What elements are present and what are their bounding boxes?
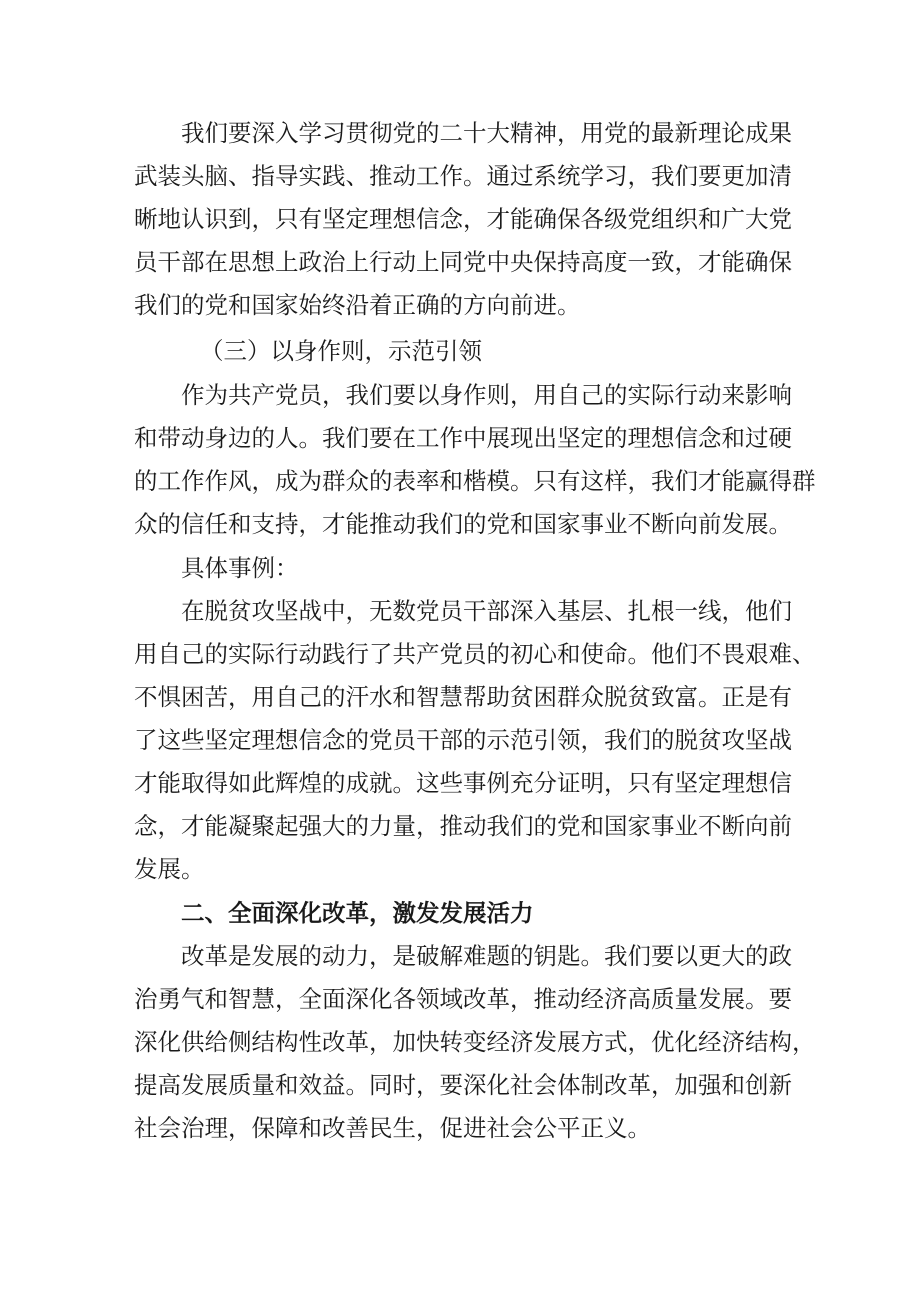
- paragraph-line: 众的信任和支持，才能推动我们的党和国家事业不断向前发展。: [134, 510, 792, 538]
- paragraph-line: 员干部在思想上政治上行动上同党中央保持高度一致，才能确保: [134, 248, 792, 276]
- paragraph-line: 提高发展质量和效益。同时，要深化社会体制改革，加强和创新: [134, 1071, 792, 1099]
- paragraph-line: 作为共产党员，我们要以身作则，用自己的实际行动来影响: [181, 381, 792, 409]
- section-heading: 二、全面深化改革，激发发展活力: [181, 899, 534, 927]
- paragraph-line: 和带动身边的人。我们要在工作中展现出坚定的理想信念和过硬: [134, 424, 792, 452]
- paragraph-line: 我们的党和国家始终沿着正确的方向前进。: [134, 291, 581, 319]
- paragraph-line: 了这些坚定理想信念的党员干部的示范引领，我们的脱贫攻坚战: [134, 726, 792, 754]
- paragraph-line: 念，才能凝聚起强大的力量，推动我们的党和国家事业不断向前: [134, 812, 792, 840]
- example-label: 具体事例：: [181, 554, 299, 582]
- paragraph-line: 不惧困苦，用自己的汗水和智慧帮助贫困群众脱贫致富。正是有: [134, 683, 792, 711]
- paragraph-line: 武装头脑、指导实践、推动工作。通过系统学习，我们要更加清: [134, 162, 792, 190]
- paragraph-line: 改革是发展的动力，是破解难题的钥匙。我们要以更大的政: [181, 942, 792, 970]
- paragraph-line: 我们要深入学习贯彻党的二十大精神，用党的最新理论成果: [181, 119, 792, 147]
- paragraph-line: 深化供给侧结构性改革，加快转变经济发展方式，优化经济结构，: [134, 1028, 816, 1056]
- paragraph-line: 用自己的实际行动践行了共产党员的初心和使命。他们不畏艰难、: [134, 640, 816, 668]
- paragraph-line: 才能取得如此辉煌的成就。这些事例充分证明，只有坚定理想信: [134, 769, 792, 797]
- paragraph-line: 在脱贫攻坚战中，无数党员干部深入基层、扎根一线，他们: [181, 597, 792, 625]
- paragraph-line: 治勇气和智慧，全面深化各领域改革，推动经济高质量发展。要: [134, 985, 792, 1013]
- paragraph-line: 发展。: [134, 855, 205, 883]
- section-subheading: （三）以身作则，示范引领: [200, 337, 482, 365]
- paragraph-line: 晰地认识到，只有坚定理想信念，才能确保各级党组织和广大党: [134, 205, 792, 233]
- paragraph-line: 社会治理，保障和改善民生，促进社会公平正义。: [134, 1114, 651, 1142]
- paragraph-line: 的工作作风，成为群众的表率和楷模。只有这样，我们才能赢得群: [134, 467, 816, 495]
